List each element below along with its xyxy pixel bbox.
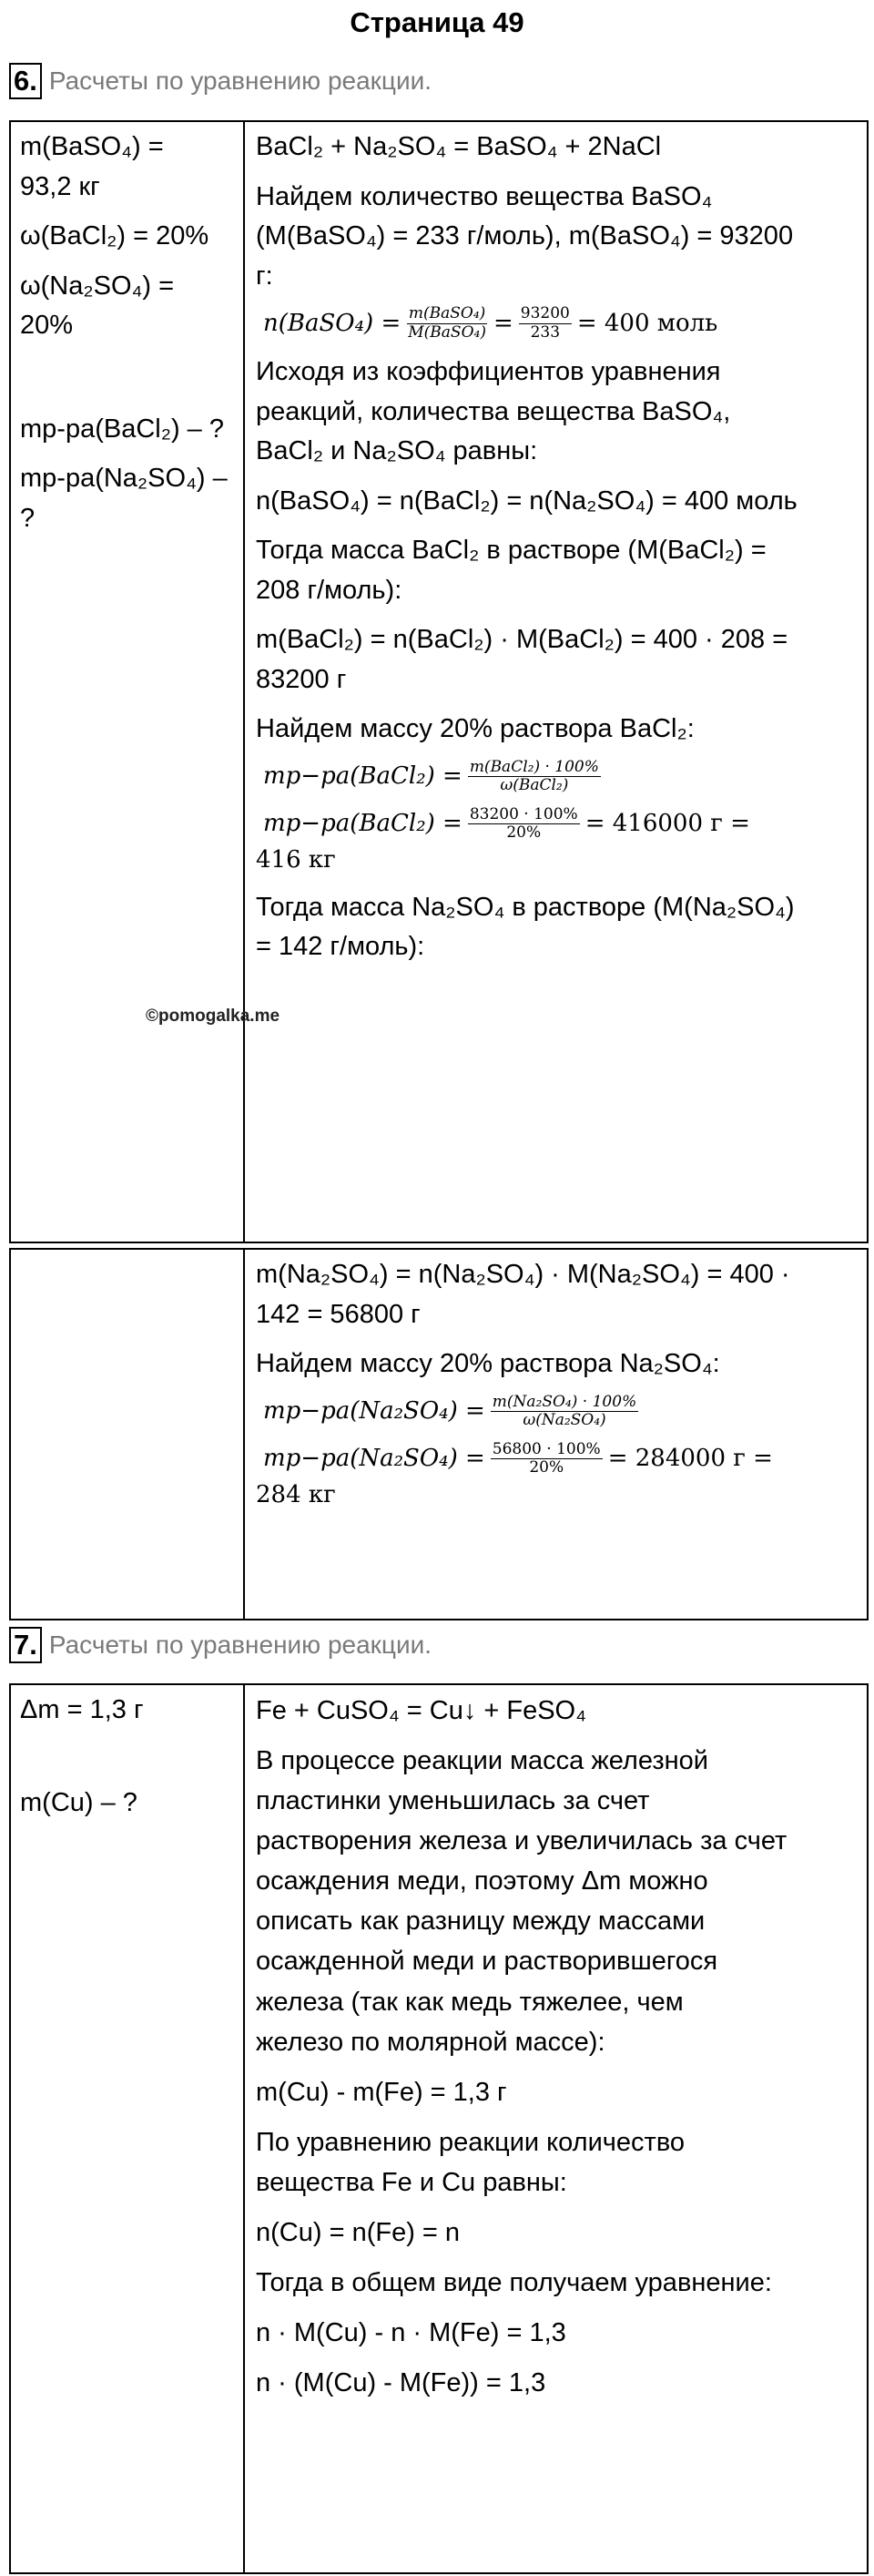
task-6-heading (9, 62, 432, 100)
solution-text: Тогда масса BaCl₂ в растворе (M(BaCl₂) = (256, 536, 767, 566)
formula-lhs: mр−ра(BaCl₂) = (263, 810, 462, 838)
solution-text: Тогда масса Na₂SO₄ в растворе (M(Na₂SO₄) (256, 892, 795, 922)
given-fraction-na2so4: ω(Na₂SO₄) = (20, 271, 175, 301)
find-mass-cu: m(Cu) – ? (20, 1787, 137, 1817)
solution-text: В процессе реакции масса железной (256, 1746, 708, 1776)
given-mass-baso4: m(BaSO₄) = (20, 132, 164, 161)
solution-text: n · (M(Cu) - M(Fe)) = 1,3 (256, 2368, 546, 2398)
fraction-denominator: 233 (530, 322, 561, 342)
reaction-equation: BaCl₂ + Na₂SO₄ = BaSO₄ + 2NaCl (256, 132, 662, 161)
fraction-numerator: m(BaSO₄) (408, 304, 486, 322)
solution-text: Найдем массу 20% раствора Na₂SO₄: (256, 1349, 720, 1378)
formula-lhs: mр−ра(BaCl₂) = (263, 762, 462, 791)
solution-text: осажденной меди и растворившегося (256, 1947, 718, 1977)
fraction-numerator: 56800 · 100% (492, 1439, 601, 1458)
solution-text: описать как разницу между массами (256, 1906, 706, 1937)
given-mass-baso4-value: 93,2 кг (20, 171, 100, 201)
solution-text: По уравнению реакции количество (256, 2127, 686, 2157)
solution-text: Найдем количество вещества BaSO₄ (256, 181, 713, 211)
task-number: 6. (9, 63, 42, 99)
solution-text: n · M(Cu) - n · M(Fe) = 1,3 (256, 2318, 566, 2348)
formula-lhs: mр−ра(Na₂SO₄) = (263, 1445, 485, 1473)
given-fraction-bacl2: ω(BaCl₂) = 20% (20, 221, 209, 250)
solution-text: n(BaSO₄) = n(BaCl₂) = n(Na₂SO₄) = 400 моль (256, 486, 798, 516)
solution-text: m(BaCl₂) = n(BaCl₂) · M(BaCl₂) = 400 · 208 = (256, 625, 788, 655)
solution-text: Исходя из коэффициентов уравнения (256, 357, 721, 387)
task-number: 7. (9, 1627, 42, 1663)
task-7-heading (9, 1626, 432, 1664)
solution-text: BaCl₂ и Na₂SO₄ равны: (256, 436, 538, 466)
find-solution-mass-na2so4: mр-ра(Na₂SO₄) – (20, 464, 228, 493)
fraction-denominator: ω(Na₂SO₄) (523, 1411, 606, 1430)
solution-text: железо по молярной массе): (256, 2027, 605, 2057)
fraction-denominator: 20% (506, 823, 542, 843)
solution-text: 142 = 56800 г (256, 1299, 421, 1329)
task-6-solution-table-continued (9, 1248, 869, 1620)
task-title: Расчеты по уравнению реакции. (48, 1630, 432, 1659)
fraction (519, 305, 572, 342)
fraction-denominator: M(BaSO₄) (408, 322, 486, 342)
given-mass-change: Δm = 1,3 г (20, 1695, 144, 1724)
formula-solution-mass-na2so4-value (263, 1441, 858, 1477)
formula-amount-baso4 (263, 305, 858, 342)
solution-text: n(Cu) = n(Fe) = n (256, 2217, 461, 2247)
find-solution-mass-na2so4-cont: ? (20, 503, 36, 533)
fraction (406, 305, 488, 342)
fraction-denominator: 20% (529, 1458, 564, 1477)
formula-solution-mass-bacl2-value (263, 806, 858, 843)
solution-text: реакций, количества вещества BaSO₄, (256, 396, 731, 426)
solution-text: (M(BaSO₄) = 233 г/моль), m(BaSO₄) = 93200 (256, 221, 794, 250)
solution-text: вещества Fe и Cu равны: (256, 2167, 567, 2197)
solution-text: г: (256, 261, 273, 291)
reaction-equation: Fe + CuSO₄ = Cu↓ + FeSO₄ (256, 1696, 586, 1725)
formula-lhs: mр−ра(Na₂SO₄) = (263, 1397, 485, 1426)
find-solution-mass-bacl2: mр-ра(BaCl₂) – ? (20, 414, 224, 444)
given-column (10, 1684, 244, 2573)
solution-text: m(Cu) - m(Fe) = 1,3 г (256, 2077, 507, 2107)
solution-text: 83200 г (256, 664, 347, 694)
fraction-denominator: ω(BaCl₂) (500, 776, 569, 795)
fraction-numerator: m(BaCl₂) · 100% (469, 757, 599, 776)
solution-column (244, 1249, 868, 1620)
formula-lhs: n(BaSO₄) = (263, 309, 401, 337)
formula-result: = 284000 г = (607, 1445, 773, 1473)
task-7-solution-table (9, 1683, 869, 2574)
formula-result: = 416000 г = (584, 810, 750, 838)
formula-solution-mass-na2so4 (263, 1394, 858, 1430)
formula-result: 284 кг (256, 1480, 336, 1508)
formula-solution-mass-bacl2 (263, 759, 858, 795)
task-6-solution-table (9, 120, 869, 1243)
formula-result: 416 кг (256, 845, 336, 874)
fraction-numerator: 83200 · 100% (469, 804, 578, 823)
formula-equals: = (493, 309, 513, 337)
solution-text: m(Na₂SO₄) = n(Na₂SO₄) · M(Na₂SO₄) = 400 · (256, 1260, 790, 1289)
fraction (491, 1441, 603, 1477)
fraction (468, 759, 601, 795)
watermark: ©pomogalka.me (146, 1007, 280, 1026)
page-title: Страница 49 (350, 6, 524, 38)
solution-text: 208 г/моль): (256, 575, 402, 605)
solution-text: Найдем массу 20% раствора BaCl₂: (256, 714, 695, 744)
solution-column (244, 1684, 868, 2573)
solution-text: осаждения меди, поэтому Δm можно (256, 1866, 708, 1896)
fraction (468, 806, 580, 843)
solution-text: железа (так как медь тяжелее, чем (256, 1987, 684, 2017)
given-column (10, 1249, 244, 1620)
fraction (491, 1394, 638, 1430)
solution-text: пластинки уменьшилась за счет (256, 1786, 650, 1816)
solution-text: Тогда в общем виде получаем уравнение: (256, 2268, 772, 2298)
given-column (10, 121, 244, 1242)
fraction-numerator: 93200 (520, 304, 570, 322)
task-title: Расчеты по уравнению реакции. (48, 66, 432, 95)
solution-text: растворения железа и увеличилась за счет (256, 1826, 788, 1856)
formula-result: = 400 моль (576, 309, 718, 337)
solution-text: = 142 г/моль): (256, 932, 425, 962)
fraction-numerator: m(Na₂SO₄) · 100% (492, 1392, 637, 1411)
given-fraction-na2so4-value: 20% (20, 311, 74, 340)
solution-column (244, 121, 868, 1242)
